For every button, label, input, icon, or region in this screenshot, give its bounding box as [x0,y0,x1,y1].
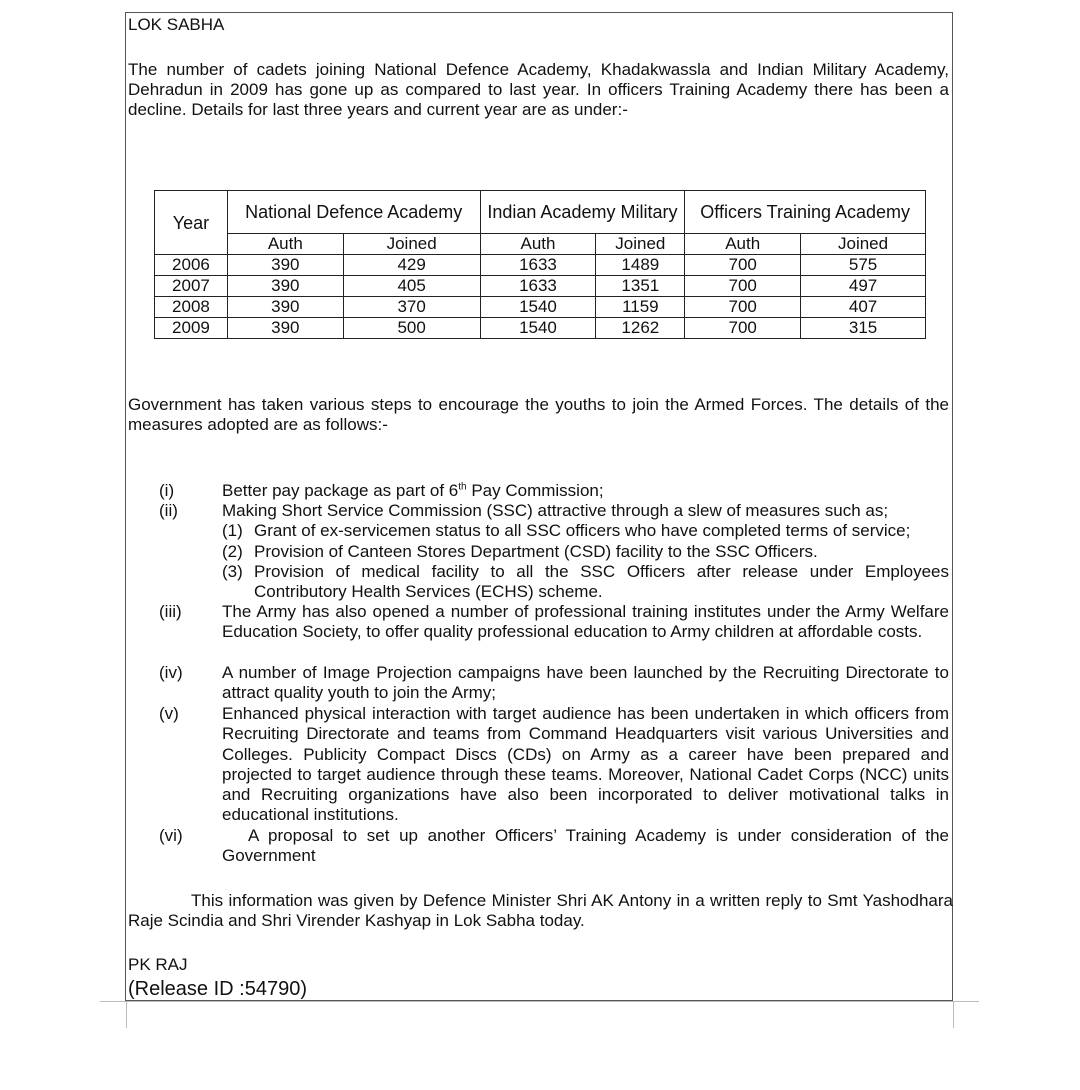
superscript: th [458,481,467,493]
sub-number: (2) [222,542,243,561]
item-number: (i) [159,481,175,500]
measure-item-v: Enhanced physical interaction with target audience has been undertaken in which officers from Recruiting Directorate and teams from Command Headquarters visit various Universities and Colleges. Publicity Compact Discs (CDs) on Army as a career have been prepared and projected to target audience through these teams. Moreover, National Cadet Corps (NCC) units and Recruiting organizations have also been incorporated to deliver motivational talks in educational institutions. [222,704,949,825]
table-cell: 1633 [480,276,596,297]
sub-text: Provision of Canteen Stores Department (CSD) facility to the SSC Officers. [254,542,818,561]
table-cell: 497 [801,276,926,297]
subheader-cell: Joined [596,234,685,255]
table-cell: 407 [801,297,926,318]
ota-header: Officers Training Academy [685,191,926,234]
item-number: (iii) [159,602,182,621]
subheader-cell: Auth [480,234,596,255]
table-cell: 2008 [155,297,228,318]
sub-item-3-continued: Contributory Health Services (ECHS) scheme. [254,582,603,601]
page-right-tick [953,1001,954,1028]
table-cell: 700 [685,276,801,297]
item-text: Better pay package as part of 6 [222,481,459,500]
release-id: (Release ID :54790) [128,978,307,1000]
table-cell: 575 [801,255,926,276]
item-number: (vi) [159,826,183,845]
measure-item-ii: Making Short Service Commission (SSC) attractive through a slew of measures such as; [222,501,889,520]
subheader-row [155,234,926,255]
table-cell: 2009 [155,318,228,339]
table-cell: 1489 [596,255,685,276]
table-cell: 405 [343,276,480,297]
measure-item-i [222,481,949,501]
item-number: (ii) [159,501,178,520]
measure-item-vi: A proposal to set up another Officers’ Training Academy is under consideration of the Government [222,826,949,866]
page-title: LOK SABHA [128,15,225,34]
table-cell: 700 [685,318,801,339]
measure-item-iii: The Army has also opened a number of professional training institutes under the Army Welfare Education Society, to offer quality professional education to Army children at affordable costs. [222,602,949,642]
table-cell: 1633 [480,255,596,276]
table-cell: 429 [343,255,480,276]
table-row [155,318,926,339]
sub-text: Provision of medical facility to all the SSC Officers after release under Employees [254,562,949,581]
table-cell: 370 [343,297,480,318]
sub-text: Grant of ex-servicemen status to all SSC officers who have completed terms of service; [254,521,911,540]
signature: PK RAJ [128,955,188,974]
year-header: Year [155,191,228,255]
sub-number: (1) [222,521,243,540]
table-cell: 390 [227,255,343,276]
table-cell: 1540 [480,318,596,339]
item-number: (iv) [159,663,183,682]
table-cell: 390 [227,318,343,339]
measure-item-iv: A number of Image Projection campaigns have been launched by the Recruiting Directorate to attract quality youth to join the Army; [222,663,949,703]
table-cell: 700 [685,297,801,318]
table-cell: 2006 [155,255,228,276]
sub-item-2 [222,542,949,562]
cadets-table [154,190,926,339]
table-row [155,297,926,318]
table-row [155,276,926,297]
measures-intro: Government has taken various steps to encourage the youths to join the Armed Forces. The details of the measures adopted are as follows:- [128,395,949,434]
item-number: (v) [159,704,179,723]
intro-paragraph: The number of cadets joining National Defence Academy, Khadakwassla and Indian Military Academy, Dehradun in 2009 has gone up as compared to last year. In officers Training Academy there has been a decline. Details for last three years and current year are as under:- [128,60,949,119]
table-cell: 390 [227,276,343,297]
nda-header: National Defence Academy [227,191,480,234]
table-cell: 390 [227,297,343,318]
table-cell: 1159 [596,297,685,318]
table-cell: 1262 [596,318,685,339]
item-text: Pay Commission; [466,481,604,500]
page-bottom-rule [100,1001,979,1002]
subheader-cell: Joined [801,234,926,255]
table-row [155,255,926,276]
ima-header: Indian Academy Military [480,191,685,234]
table-cell: 1540 [480,297,596,318]
subheader-cell: Auth [685,234,801,255]
table-cell: 315 [801,318,926,339]
subheader-cell: Joined [343,234,480,255]
table-cell: 500 [343,318,480,339]
page-left-tick [126,1001,127,1028]
table-cell: 1351 [596,276,685,297]
sub-number: (3) [222,562,243,581]
sub-item-3 [222,562,949,582]
sub-item-1 [222,521,949,541]
table-cell: 700 [685,255,801,276]
closing-paragraph: This information was given by Defence Minister Shri AK Antony in a written reply to Smt Yashodhara Raje Scindia and Shri Virender Kashyap in Lok Sabha today. [128,891,953,930]
subheader-cell: Auth [227,234,343,255]
table-cell: 2007 [155,276,228,297]
